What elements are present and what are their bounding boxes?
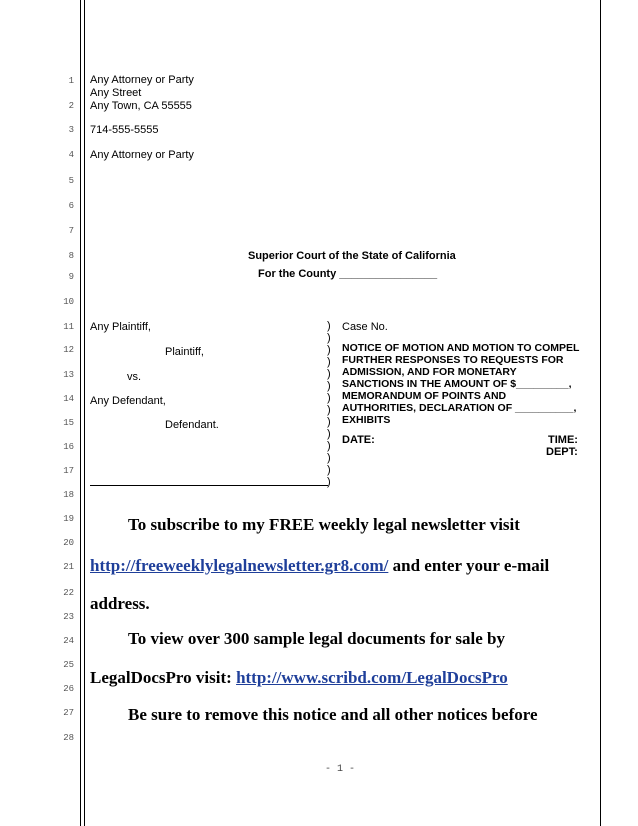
court-county: For the County ________________ (258, 268, 438, 280)
line-number: 20 (63, 538, 74, 548)
page-number: - 1 - (324, 764, 355, 775)
plaintiff-role: Plaintiff, (165, 346, 204, 358)
attorney-for: Any Attorney or Party (90, 149, 194, 161)
right-margin-rule (600, 0, 601, 826)
line-number: 21 (63, 562, 74, 572)
newsletter-tail: and enter your e-mail (388, 556, 550, 575)
caption-paren: ) (327, 476, 331, 488)
caption-paren: ) (327, 392, 331, 404)
line-number: 12 (63, 345, 74, 355)
motion-title-line: SANCTIONS IN THE AMOUNT OF $_________, (342, 378, 572, 390)
line-number: 17 (63, 466, 74, 476)
newsletter-link-line (90, 556, 549, 576)
samples-link-line (90, 668, 508, 688)
defendant-name: Any Defendant, (90, 395, 166, 407)
caption-paren: ) (327, 464, 331, 476)
caption-paren: ) (327, 416, 331, 428)
line-number: 25 (63, 660, 74, 670)
line-number: 6 (68, 201, 74, 211)
line-number: 24 (63, 636, 74, 646)
line-number: 23 (63, 612, 74, 622)
motion-title-line: FURTHER RESPONSES TO REQUESTS FOR (342, 354, 564, 366)
caption-paren: ) (327, 440, 331, 452)
line-number: 10 (63, 297, 74, 307)
line-number: 5 (68, 176, 74, 186)
case-number-label: Case No. (342, 321, 388, 333)
caption-paren: ) (327, 404, 331, 416)
line-number: 27 (63, 708, 74, 718)
left-margin-rule-2 (84, 0, 85, 826)
line-number: 2 (68, 101, 74, 111)
plaintiff-name: Any Plaintiff, (90, 321, 151, 333)
caption-paren: ) (327, 344, 331, 356)
caption-paren: ) (327, 320, 331, 332)
line-number: 7 (68, 226, 74, 236)
line-number: 9 (68, 272, 74, 282)
date-label: DATE: (342, 434, 375, 446)
caption-paren: ) (327, 380, 331, 392)
left-margin-rule-1 (80, 0, 81, 826)
attorney-name: Any Attorney or Party (90, 74, 194, 86)
samples-paragraph: To view over 300 sample legal documents for sale by (128, 629, 505, 648)
line-number: 3 (68, 125, 74, 135)
time-label: TIME: (548, 434, 578, 446)
attorney-phone: 714-555-5555 (90, 124, 159, 136)
attorney-city: Any Town, CA 55555 (90, 100, 192, 112)
defendant-role: Defendant. (165, 419, 219, 431)
motion-title-line: MEMORANDUM OF POINTS AND (342, 390, 507, 402)
line-number: 28 (63, 733, 74, 743)
line-number: 18 (63, 490, 74, 500)
dept-label: DEPT: (546, 446, 578, 458)
motion-title-line: NOTICE OF MOTION AND MOTION TO COMPEL (342, 342, 580, 354)
newsletter-link[interactable]: http://freeweeklylegalnewsletter.gr8.com/ (90, 556, 389, 575)
newsletter-paragraph: To subscribe to my FREE weekly legal newsletter visit (128, 515, 520, 534)
caption-paren: ) (327, 332, 331, 344)
line-number: 1 (68, 76, 74, 86)
attorney-street: Any Street (90, 87, 142, 99)
caption-paren: ) (327, 356, 331, 368)
line-number: 16 (63, 442, 74, 452)
newsletter-address: address. (90, 594, 150, 613)
line-number: 4 (68, 150, 74, 160)
line-number: 15 (63, 418, 74, 428)
samples-lead: LegalDocsPro visit: (90, 668, 237, 687)
line-number: 11 (63, 322, 74, 332)
caption-paren: ) (327, 452, 331, 464)
motion-title-line: EXHIBITS (342, 414, 391, 426)
caption-bottom-line (90, 485, 328, 486)
caption-paren: ) (327, 368, 331, 380)
remove-notice: Be sure to remove this notice and all other notices before (128, 705, 538, 724)
court-name: Superior Court of the State of California (248, 250, 456, 262)
motion-title-line: ADMISSION, AND FOR MONETARY (342, 366, 517, 378)
motion-title-line: AUTHORITIES, DECLARATION OF __________, (342, 402, 577, 414)
versus: vs. (127, 371, 142, 383)
line-number: 26 (63, 684, 74, 694)
line-number: 22 (63, 588, 74, 598)
caption-paren: ) (327, 428, 331, 440)
line-number: 13 (63, 370, 74, 380)
line-number: 8 (68, 251, 74, 261)
line-number: 14 (63, 394, 74, 404)
samples-link[interactable]: http://www.scribd.com/LegalDocsPro (236, 668, 508, 687)
line-number: 19 (63, 514, 74, 524)
